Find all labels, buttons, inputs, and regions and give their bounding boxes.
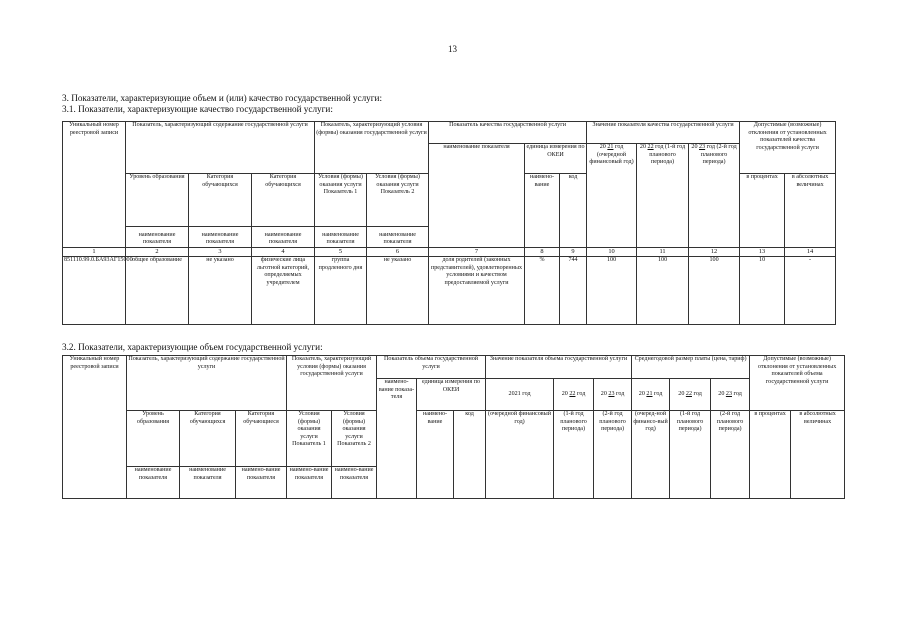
header-unit-code: код (560, 174, 587, 248)
year-1-suffix: год (очередной финансовый год) (589, 144, 634, 166)
year-3-prefix: 20 (691, 144, 698, 150)
header-unit-code: код (454, 411, 486, 499)
header-form-1: Условия (формы) оказания услуги Показатель 1 (315, 174, 367, 227)
header-unique-number: Уникальный номер реестровой записи (63, 356, 127, 499)
header-indicator-name-5: наимено-вание показателя (332, 467, 377, 499)
header-volume-year-2 (554, 379, 594, 411)
fee-year-1-value: 21 (646, 390, 653, 397)
row-education-level: общее образование (126, 257, 189, 325)
column-number: 2 (126, 248, 189, 257)
header-fee-year-1 (632, 379, 670, 411)
volume-year-2-value: 22 (569, 390, 576, 397)
header-student-category-2: Категория обучающиеся (236, 411, 287, 467)
year-3-value: 23 (699, 144, 706, 150)
volume-indicators-table (62, 355, 845, 499)
row-value-year-1: 100 (587, 257, 637, 325)
header-indicator-name-1: наименование показателя (126, 227, 189, 248)
row-quality-name: доля родителей (законных представителей), удовлетворенных условиями и качеством предоставляемой услуги (429, 257, 525, 325)
volume-year-2-suffix: год (577, 390, 586, 397)
column-number: 5 (315, 248, 367, 257)
header-volume-value: Значение показателя объема государственной услуги (486, 356, 632, 379)
header-fee-year-1-sub: (очеред-ной финансо-вый год) (632, 411, 670, 499)
row-unique-number: 851110.99.0.БА93АГ15000 (63, 257, 126, 325)
header-unit-okei: единица измерения по ОКЕИ (525, 144, 587, 174)
header-year-2 (637, 144, 689, 248)
fee-year-1-prefix: 20 (638, 390, 645, 397)
fee-year-3-suffix: год (733, 390, 742, 397)
year-3-suffix: год (2-й год планового периода) (700, 144, 737, 166)
header-volume-indicator: Показатель объема государственной услуги (377, 356, 486, 379)
row-form-2: не указано (367, 257, 429, 325)
header-percent: в процентах (740, 174, 785, 248)
header-fee-year-3-sub: (2-й год планового периода) (711, 411, 750, 499)
table-row (63, 257, 836, 325)
header-volume-year-1-sub: (очередной финансовый год) (486, 411, 554, 499)
header-form-2: Условия (формы) оказания услуги Показатель 2 (332, 411, 377, 467)
header-year-3 (689, 144, 740, 248)
row-value-year-3: 100 (689, 257, 740, 325)
header-quality-indicator: Показатель качества государственной услуги (429, 122, 587, 144)
header-fee-year-2-sub: (1-й год планового периода) (670, 411, 711, 499)
column-number: 14 (785, 248, 836, 257)
header-volume-year-2-sub: (1-й год планового периода) (554, 411, 594, 499)
row-deviation-absolute: - (785, 257, 836, 325)
header-unit-name: наимено-вание (525, 174, 560, 248)
row-deviation-percent: 10 (740, 257, 785, 325)
header-deviation: Допустимые (возможные) отклонения от установленных показателей объема государственной услуги (750, 356, 845, 411)
year-1-prefix: 20 (599, 144, 606, 150)
header-indicator-name-3: наименование показателя (252, 227, 315, 248)
header-volume-year-3-sub: (2-й год планового периода) (594, 411, 632, 499)
header-volume-name: наимено-вание показа-теля (377, 379, 417, 499)
fee-year-3-prefix: 20 (718, 390, 725, 397)
header-student-category: Категория обучающихся (180, 411, 236, 467)
quality-indicators-table (62, 121, 836, 325)
row-unit-code: 744 (560, 257, 587, 325)
year-2-value: 22 (647, 144, 654, 150)
header-quality-value: Значение показателя качества государственной услуги (587, 122, 740, 144)
header-education-level: Уровень образования (127, 411, 180, 467)
row-unit-name: % (525, 257, 560, 325)
header-quality-name: наименование показателя (429, 144, 525, 248)
row-value-year-2: 100 (637, 257, 689, 325)
volume-year-1-label: 2021 год (508, 390, 531, 397)
header-unique-number: Уникальный номер реестровой записи (63, 122, 126, 248)
row-form-1: группа продленного дня (315, 257, 367, 325)
header-indicator-name-5: наименование показателя (367, 227, 429, 248)
header-conditions-indicator: Показатель, характеризующий условия (формы) оказания государственной услуги (287, 356, 377, 411)
volume-year-3-value: 23 (608, 390, 615, 397)
fee-year-3-value: 23 (725, 390, 732, 397)
year-2-suffix: год (1-й год планового периода) (649, 144, 686, 166)
fee-year-2-prefix: 20 (678, 390, 685, 397)
column-number: 9 (560, 248, 587, 257)
fee-year-2-value: 22 (685, 390, 692, 397)
column-number-row (63, 248, 836, 257)
header-volume-year-3 (594, 379, 632, 411)
column-number: 13 (740, 248, 785, 257)
column-number: 1 (63, 248, 126, 257)
header-indicator-name-3: наимено-вание показателя (236, 467, 287, 499)
header-student-category: Категория обучающихся (189, 174, 252, 227)
year-2-prefix: 20 (639, 144, 646, 150)
column-number: 11 (637, 248, 689, 257)
column-number: 4 (252, 248, 315, 257)
header-indicator-name-2: наименование показателя (189, 227, 252, 248)
header-indicator-name-2: наименование показателя (180, 467, 236, 499)
page-number: 13 (448, 44, 457, 54)
volume-year-2-prefix: 20 (561, 390, 568, 397)
header-absolute: в абсолютных величинах (791, 411, 845, 499)
header-indicator-name-1: наименование показателя (127, 467, 180, 499)
header-form-1: Условия (формы) оказания услуги Показатель 1 (287, 411, 332, 467)
header-percent: в процентах (750, 411, 791, 499)
fee-year-2-suffix: год (693, 390, 702, 397)
header-fee-year-3 (711, 379, 750, 411)
header-indicator-name-4: наимено-вание показателя (287, 467, 332, 499)
column-number: 3 (189, 248, 252, 257)
column-number: 8 (525, 248, 560, 257)
header-form-2: Условия (формы) оказания услуги Показатель 2 (367, 174, 429, 227)
header-absolute: в абсолютных величинах (785, 174, 836, 248)
header-deviation: Допустимые (возможные) отклонения от установленных показателей качества государственной услуги (740, 122, 836, 174)
header-content-indicator: Показатель, характеризующий содержание государственной услуги (127, 356, 287, 411)
header-education-level: Уровень образования (126, 174, 189, 227)
header-indicator-name-4: наименование показателя (315, 227, 367, 248)
header-unit-name: наимено-вание (417, 411, 454, 499)
header-unit-okei: единица измерения по ОКЕИ (417, 379, 486, 411)
row-category-1: не указано (189, 257, 252, 325)
fee-year-1-suffix: год (654, 390, 663, 397)
section-3-title: 3. Показатели, характеризующие объем и (или) качество государственной услуги: (62, 93, 383, 103)
column-number: 7 (429, 248, 525, 257)
header-average-fee: Среднегодовой размер платы (цена, тариф) (632, 356, 750, 379)
section-3-1-title: 3.1. Показатели, характеризующие качество государственной услуги: (62, 104, 333, 114)
row-category-2: физические лица льготной категорий, определяемых учредителем (252, 257, 315, 325)
column-number: 10 (587, 248, 637, 257)
column-number: 12 (689, 248, 740, 257)
header-student-category-2: Категория обучающихся (252, 174, 315, 227)
header-conditions-indicator: Показатель, характеризующий условия (формы) оказания государственной услуги (315, 122, 429, 174)
header-fee-year-2 (670, 379, 711, 411)
section-3-2-title: 3.2. Показатели, характеризующие объем государственной услуги: (62, 342, 323, 352)
volume-year-3-prefix: 20 (600, 390, 607, 397)
header-content-indicator: Показатель, характеризующий содержание государственной услуги (126, 122, 315, 174)
volume-year-3-suffix: год (616, 390, 625, 397)
header-year-1 (587, 144, 637, 248)
year-1-value: 21 (607, 144, 614, 150)
column-number: 6 (367, 248, 429, 257)
header-volume-year-1 (486, 379, 554, 411)
